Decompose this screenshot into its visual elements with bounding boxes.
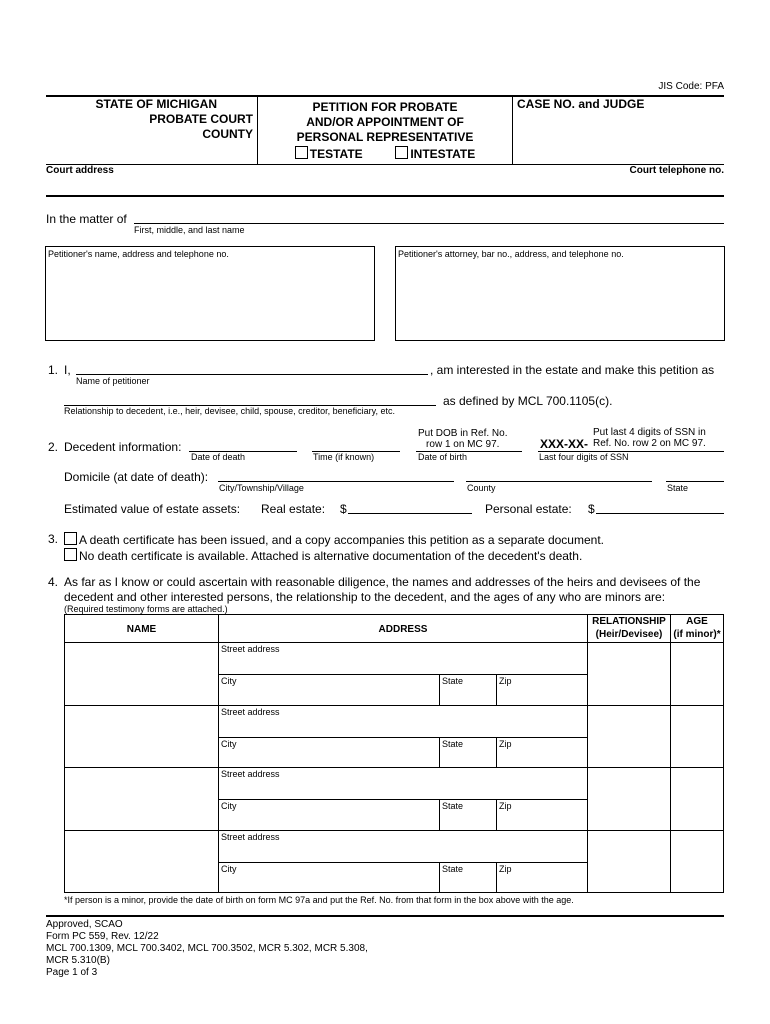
- city-cell[interactable]: [218, 674, 440, 706]
- form-title: [258, 100, 512, 162]
- title-line-2: AND/OR APPOINTMENT OF: [306, 115, 464, 129]
- city-label: City: [221, 801, 237, 811]
- footer-line-4: MCR 5.310(B): [46, 955, 110, 966]
- relationship-label: Relationship to decedent, i.e., heir, devisee, child, spouse, creditor, beneficiary, etc.: [64, 406, 396, 416]
- header-divider-2: [512, 96, 513, 164]
- matter-label: In the matter of: [46, 212, 127, 226]
- petitioner-name-field[interactable]: [76, 374, 428, 375]
- item3-number: 3.: [48, 532, 59, 546]
- state-cell[interactable]: [439, 799, 497, 831]
- matter-sublabel: First, middle, and last name: [134, 225, 245, 235]
- zip-cell[interactable]: [496, 862, 588, 893]
- death-cert-checkbox[interactable]: [64, 532, 77, 545]
- no-death-cert-checkbox[interactable]: [64, 548, 77, 561]
- address-header: [218, 614, 588, 643]
- real-estate-dollar: $: [340, 502, 347, 516]
- item4-line-2: decedent and other interested persons, the relationship to the decedent, and the ages of any who are minors are:: [64, 590, 666, 604]
- footer-line-2: Form PC 559, Rev. 12/22: [46, 931, 159, 942]
- state-label: State: [442, 801, 464, 811]
- title-line-3: PERSONAL REPRESENTATIVE: [296, 130, 474, 144]
- name-header: [64, 614, 219, 643]
- footer-block: [46, 919, 368, 979]
- footer-line-1: Approved, SCAO: [46, 919, 123, 930]
- age-header-line-2: (if minor)*: [673, 629, 721, 640]
- item4-note: (Required testimony forms are attached.): [64, 604, 228, 614]
- court-phone-label: Court telephone no.: [629, 165, 724, 176]
- zip-label: Zip: [499, 676, 512, 686]
- street-address-label: Street address: [221, 644, 280, 654]
- personal-estate-field[interactable]: [596, 513, 724, 514]
- zip-cell[interactable]: [496, 737, 588, 768]
- street-address-label: Street address: [221, 707, 280, 717]
- street-address-cell[interactable]: [218, 767, 588, 800]
- zip-label: Zip: [499, 801, 512, 811]
- state-label: State: [442, 864, 464, 874]
- item2-number: 2.: [48, 440, 59, 454]
- court-address-rule: [46, 195, 724, 197]
- heir-name-cell[interactable]: [64, 830, 219, 893]
- relationship-header-line-1: RELATIONSHIP: [592, 616, 666, 627]
- footer-rule: [46, 915, 724, 917]
- domicile-city-label: City/Township/Village: [219, 483, 304, 493]
- name-header-label: NAME: [126, 624, 157, 635]
- heir-name-cell[interactable]: [64, 767, 219, 831]
- dob-hint-2: row 1 on MC 97.: [426, 439, 500, 450]
- attorney-box[interactable]: [395, 246, 725, 341]
- probate-court: PROBATE COURT: [149, 112, 253, 126]
- court-name-block: [60, 97, 253, 142]
- relationship-cell[interactable]: [587, 767, 671, 831]
- street-address-cell[interactable]: [218, 830, 588, 863]
- estimated-label: Estimated value of estate assets:: [64, 502, 241, 516]
- age-header-label: [671, 615, 723, 641]
- case-no-label: CASE NO. and JUDGE: [517, 97, 645, 111]
- state-cell[interactable]: [439, 862, 497, 893]
- city-cell[interactable]: [218, 799, 440, 831]
- footer-line-3: MCL 700.1309, MCL 700.3402, MCL 700.3502, MCR 5.302, MCR 5.308,: [46, 943, 368, 954]
- county-label: COUNTY: [202, 127, 253, 141]
- table-footnote: *If person is a minor, provide the date of birth on form MC 97a and put the Ref. No. from that form in the box above with the age.: [64, 895, 574, 905]
- title-line-1: PETITION FOR PROBATE: [312, 100, 458, 114]
- item1-defined: as defined by MCL 700.1105(c).: [443, 394, 613, 408]
- real-estate-label: Real estate:: [261, 502, 326, 516]
- testate-label: TESTATE: [309, 147, 363, 161]
- city-label: City: [221, 739, 237, 749]
- dob-hint-1: Put DOB in Ref. No.: [418, 428, 508, 439]
- decedent-name-field[interactable]: [134, 223, 724, 224]
- item1-suffix: , am interested in the estate and make this petition as: [430, 363, 715, 377]
- real-estate-field[interactable]: [348, 513, 472, 514]
- dob-label: Date of birth: [418, 452, 468, 462]
- header-bottom-rule: [46, 164, 724, 165]
- zip-cell[interactable]: [496, 674, 588, 706]
- intestate-label: INTESTATE: [410, 147, 476, 161]
- personal-estate-label: Personal estate:: [485, 502, 572, 516]
- relationship-header-label: [588, 615, 670, 641]
- item4-text: [64, 575, 700, 605]
- testate-checkbox[interactable]: [295, 146, 308, 159]
- ssn-label: Last four digits of SSN: [539, 452, 629, 462]
- age-cell[interactable]: [670, 642, 724, 706]
- domicile-city-field[interactable]: [218, 481, 454, 482]
- time-label: Time (if known): [313, 452, 375, 462]
- zip-label: Zip: [499, 739, 512, 749]
- petitioner-box-label: Petitioner's name, address and telephone no.: [48, 249, 229, 259]
- ssn-prefix: XXX-XX-: [540, 437, 589, 451]
- ssn-hint-2: Ref. No. row 2 on MC 97.: [593, 438, 706, 449]
- date-of-death-label: Date of death: [191, 452, 246, 462]
- city-label: City: [221, 864, 237, 874]
- decedent-info-label: Decedent information:: [64, 440, 182, 454]
- relationship-cell[interactable]: [587, 642, 671, 706]
- domicile-county-label: County: [467, 483, 496, 493]
- death-cert-option: [64, 532, 604, 547]
- petitioner-name-label: Name of petitioner: [76, 376, 150, 386]
- heir-name-cell[interactable]: [64, 642, 219, 706]
- relationship-cell[interactable]: [587, 830, 671, 893]
- domicile-label: Domicile (at date of death):: [64, 470, 209, 484]
- relationship-header-line-2: (Heir/Devisee): [595, 629, 663, 640]
- city-cell[interactable]: [218, 862, 440, 893]
- street-address-cell[interactable]: [218, 705, 588, 738]
- city-cell[interactable]: [218, 737, 440, 768]
- zip-cell[interactable]: [496, 799, 588, 831]
- street-address-cell[interactable]: [218, 642, 588, 675]
- zip-label: Zip: [499, 864, 512, 874]
- jis-code: JIS Code: PFA: [658, 81, 724, 92]
- no-death-cert-option: [64, 548, 582, 563]
- no-death-cert-text: No death certificate is available. Attached is alternative documentation of the decedent's death.: [79, 549, 583, 563]
- age-header: [670, 614, 724, 643]
- age-cell[interactable]: [670, 767, 724, 831]
- item4-line-1: As far as I know or could ascertain with reasonable diligence, the names and addresses of the heirs and devisees of the: [64, 575, 701, 589]
- domicile-county-field[interactable]: [466, 481, 652, 482]
- age-cell[interactable]: [670, 830, 724, 893]
- state-cell[interactable]: [439, 674, 497, 706]
- relationship-cell[interactable]: [587, 705, 671, 768]
- domicile-state-label: State: [667, 483, 689, 493]
- street-address-label: Street address: [221, 769, 280, 779]
- age-header-line-1: AGE: [686, 616, 708, 627]
- city-label: City: [221, 676, 237, 686]
- petitioner-box[interactable]: [45, 246, 375, 341]
- state-cell[interactable]: [439, 737, 497, 768]
- domicile-state-field[interactable]: [666, 481, 724, 482]
- dob-hint: [418, 428, 507, 450]
- state-name: STATE OF MICHIGAN: [95, 97, 217, 111]
- intestate-checkbox[interactable]: [395, 146, 408, 159]
- personal-estate-dollar: $: [588, 502, 595, 516]
- item1-prefix: I,: [64, 363, 71, 377]
- item4-number: 4.: [48, 575, 59, 589]
- relationship-header: [587, 614, 671, 643]
- heir-name-cell[interactable]: [64, 705, 219, 768]
- address-header-label: ADDRESS: [378, 624, 428, 635]
- state-label: State: [442, 676, 464, 686]
- footer-line-5: Page 1 of 3: [46, 967, 98, 978]
- street-address-label: Street address: [221, 832, 280, 842]
- court-address-label: Court address: [46, 165, 114, 176]
- death-cert-text: A death certificate has been issued, and a copy accompanies this petition as a separate document.: [79, 533, 604, 547]
- item1-number: 1.: [48, 363, 59, 377]
- attorney-box-label: Petitioner's attorney, bar no., address, and telephone no.: [398, 249, 624, 259]
- age-cell[interactable]: [670, 705, 724, 768]
- ssn-hint-1: Put last 4 digits of SSN in: [593, 427, 706, 438]
- state-label: State: [442, 739, 464, 749]
